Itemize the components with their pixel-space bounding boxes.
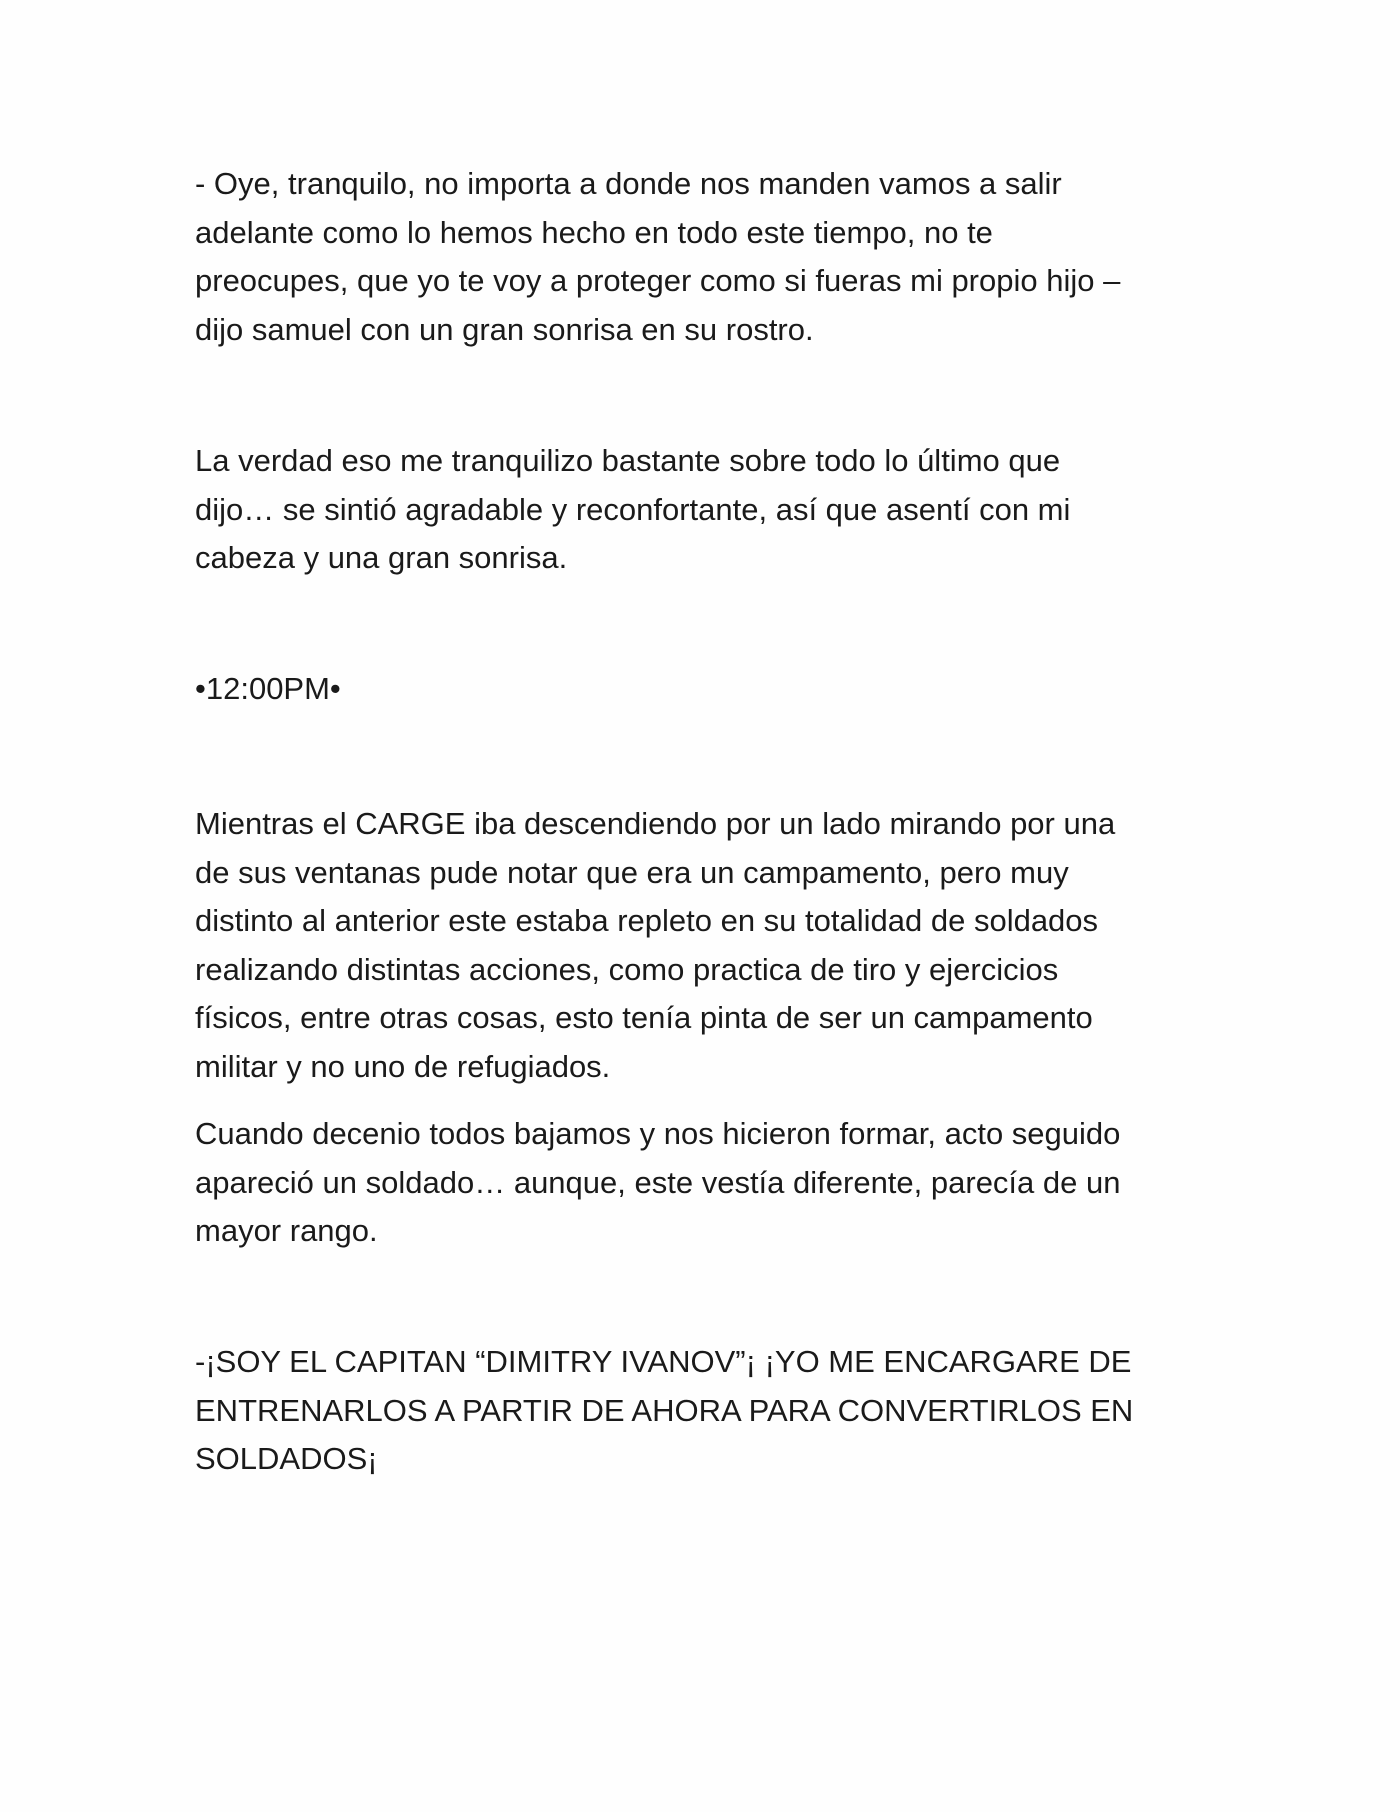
time-marker: [195, 665, 341, 714]
text-line: -¡SOY EL CAPITAN “DIMITRY IVANOV”¡ ¡YO ME ENCARGARE DE: [195, 1344, 1132, 1379]
text-line: físicos, entre otras cosas, esto tenía pinta de ser un campamento: [195, 1000, 1093, 1035]
text-line: preocupes, que yo te voy a proteger como si fueras mi propio hijo –: [195, 263, 1121, 298]
narration-paragraph: [195, 800, 1115, 1091]
text-line: •12:00PM•: [195, 671, 341, 706]
text-line: adelante como lo hemos hecho en todo este tiempo, no te: [195, 214, 993, 250]
text-line: ENTRENARLOS A PARTIR DE AHORA PARA CONVERTIRLOS EN: [195, 1392, 1134, 1428]
text-line: militar y no uno de refugiados.: [195, 1048, 611, 1084]
text-line: de sus ventanas pude notar que era un campamento, pero muy: [195, 854, 1069, 890]
dialogue-paragraph-samuel: [195, 160, 1120, 354]
text-line: Mientras el CARGE iba descendiendo por un lado mirando por una: [195, 806, 1116, 841]
narration-paragraph: [195, 1110, 1120, 1256]
text-line: cabeza y una gran sonrisa.: [195, 540, 568, 575]
text-line: apareció un soldado… aunque, este vestía diferente, parecía de un: [195, 1164, 1121, 1200]
text-line: dijo… se sintió agradable y reconfortante, así que asentí con mi: [195, 491, 1071, 527]
text-line: realizando distintas acciones, como practica de tiro y ejercicios: [195, 951, 1059, 987]
text-line: SOLDADOS¡: [195, 1441, 378, 1476]
narration-paragraph: [195, 437, 1070, 583]
text-line: dijo samuel con un gran sonrisa en su rostro.: [195, 311, 814, 347]
text-line: distinto al anterior este estaba repleto en su totalidad de soldados: [195, 903, 1099, 938]
text-line: mayor rango.: [195, 1213, 378, 1248]
dialogue-paragraph-captain: [195, 1338, 1133, 1484]
text-line: La verdad eso me tranquilizo bastante sobre todo lo último que: [195, 443, 1061, 478]
text-line: Cuando decenio todos bajamos y nos hicieron formar, acto seguido: [195, 1116, 1121, 1151]
text-line: - Oye, tranquilo, no importa a donde nos manden vamos a salir: [195, 166, 1062, 201]
